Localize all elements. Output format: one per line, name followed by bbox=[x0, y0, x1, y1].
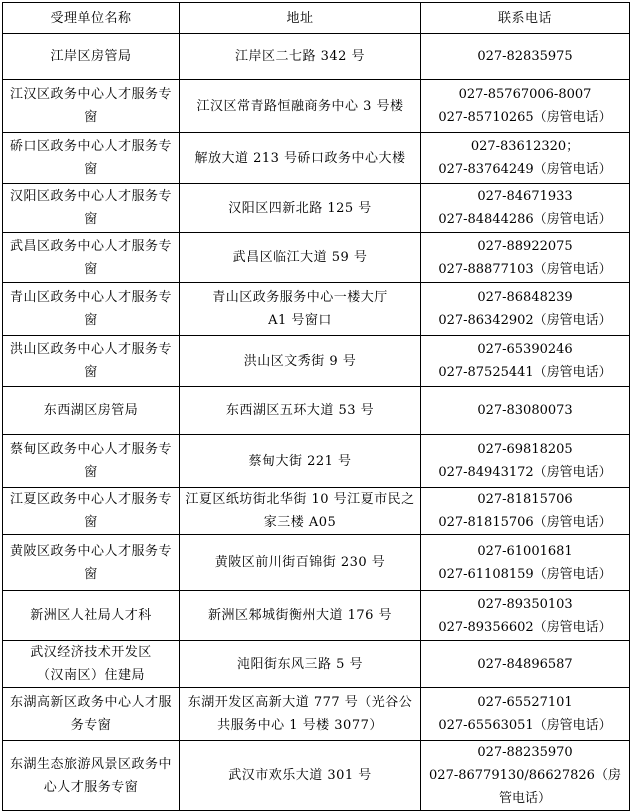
table-row bbox=[3, 435, 630, 488]
phone-cell: 027-84896587 bbox=[421, 641, 630, 688]
header-phone: 联系电话 bbox=[421, 3, 630, 34]
unit-name-cell: 武昌区政务中心人才服务专窗 bbox=[3, 233, 180, 283]
table-header-row bbox=[3, 3, 630, 34]
unit-name-cell: 青山区政务中心人才服务专窗 bbox=[3, 283, 180, 336]
unit-name-cell: 江汉区政务中心人才服务专窗 bbox=[3, 80, 180, 133]
unit-name-cell: 硚口区政务中心人才服务专窗 bbox=[3, 133, 180, 184]
address-cell: 洪山区文秀街 9 号 bbox=[180, 336, 421, 387]
table-row bbox=[3, 336, 630, 387]
address-cell: 解放大道 213 号硚口政务中心大楼 bbox=[180, 133, 421, 184]
address-cell: 东西湖区五环大道 53 号 bbox=[180, 387, 421, 435]
table-row bbox=[3, 133, 630, 184]
phone-cell: 027-69818205 027-84943172（房管电话） bbox=[421, 435, 630, 488]
phone-cell: 027-81815706 027-81815706（房管电话） bbox=[421, 488, 630, 535]
phone-cell: 027-86848239 027-86342902（房管电话） bbox=[421, 283, 630, 336]
table-row bbox=[3, 641, 630, 688]
table-row bbox=[3, 184, 630, 233]
phone-cell: 027-65390246 027-87525441（房管电话） bbox=[421, 336, 630, 387]
address-cell: 江岸区二七路 342 号 bbox=[180, 34, 421, 80]
address-cell: 武昌区临江大道 59 号 bbox=[180, 233, 421, 283]
address-cell: 东湖开发区高新大道 777 号（光谷公共服务中心 1 号楼 3077） bbox=[180, 688, 421, 741]
unit-name-cell: 江夏区政务中心人才服务专窗 bbox=[3, 488, 180, 535]
table-row bbox=[3, 387, 630, 435]
table-row bbox=[3, 80, 630, 133]
table-row bbox=[3, 591, 630, 641]
table-row bbox=[3, 741, 630, 811]
phone-cell: 027-83612320； 027-83764249（房管电话） bbox=[421, 133, 630, 184]
phone-cell: 027-65527101 027-65563051（房管电话） bbox=[421, 688, 630, 741]
unit-name-cell: 东西湖区房管局 bbox=[3, 387, 180, 435]
header-address: 地址 bbox=[180, 3, 421, 34]
unit-name-cell: 东湖高新区政务中心人才服务专窗 bbox=[3, 688, 180, 741]
phone-cell: 027-61001681 027-61108159（房管电话） bbox=[421, 535, 630, 591]
phone-cell: 027-88922075 027-88877103（房管电话） bbox=[421, 233, 630, 283]
unit-name-cell: 武汉经济技术开发区 （汉南区）住建局 bbox=[3, 641, 180, 688]
unit-name-cell: 新洲区人社局人才科 bbox=[3, 591, 180, 641]
phone-cell: 027-85767006-8007 027-85710265（房管电话） bbox=[421, 80, 630, 133]
address-cell: 江夏区纸坊街北华街 10 号江夏市民之家三楼 A05 bbox=[180, 488, 421, 535]
table-row bbox=[3, 535, 630, 591]
table-row bbox=[3, 688, 630, 741]
unit-name-cell: 汉阳区政务中心人才服务专窗 bbox=[3, 184, 180, 233]
address-cell: 青山区政务服务中心一楼大厅 A1 号窗口 bbox=[180, 283, 421, 336]
table-row bbox=[3, 488, 630, 535]
unit-name-cell: 江岸区房管局 bbox=[3, 34, 180, 80]
address-cell: 蔡甸大街 221 号 bbox=[180, 435, 421, 488]
phone-cell: 027-84671933 027-84844286（房管电话） bbox=[421, 184, 630, 233]
table-row bbox=[3, 233, 630, 283]
address-cell: 黄陂区前川街百锦街 230 号 bbox=[180, 535, 421, 591]
address-cell: 沌阳街东风三路 5 号 bbox=[180, 641, 421, 688]
table-row bbox=[3, 283, 630, 336]
service-units-table bbox=[2, 2, 630, 811]
unit-name-cell: 东湖生态旅游风景区政务中心人才服务专窗 bbox=[3, 741, 180, 811]
phone-cell: 027-82835975 bbox=[421, 34, 630, 80]
phone-cell: 027-88235970 027-86779130/86627826（房管电话） bbox=[421, 741, 630, 811]
phone-cell: 027-83080073 bbox=[421, 387, 630, 435]
unit-name-cell: 黄陂区政务中心人才服务专窗 bbox=[3, 535, 180, 591]
unit-name-cell: 蔡甸区政务中心人才服务专窗 bbox=[3, 435, 180, 488]
address-cell: 江汉区常青路恒融商务中心 3 号楼 bbox=[180, 80, 421, 133]
address-cell: 武汉市欢乐大道 301 号 bbox=[180, 741, 421, 811]
address-cell: 汉阳区四新北路 125 号 bbox=[180, 184, 421, 233]
table-row bbox=[3, 34, 630, 80]
header-unit-name: 受理单位名称 bbox=[3, 3, 180, 34]
unit-name-cell: 洪山区政务中心人才服务专窗 bbox=[3, 336, 180, 387]
phone-cell: 027-89350103 027-89356602（房管电话） bbox=[421, 591, 630, 641]
address-cell: 新洲区邾城街衡州大道 176 号 bbox=[180, 591, 421, 641]
